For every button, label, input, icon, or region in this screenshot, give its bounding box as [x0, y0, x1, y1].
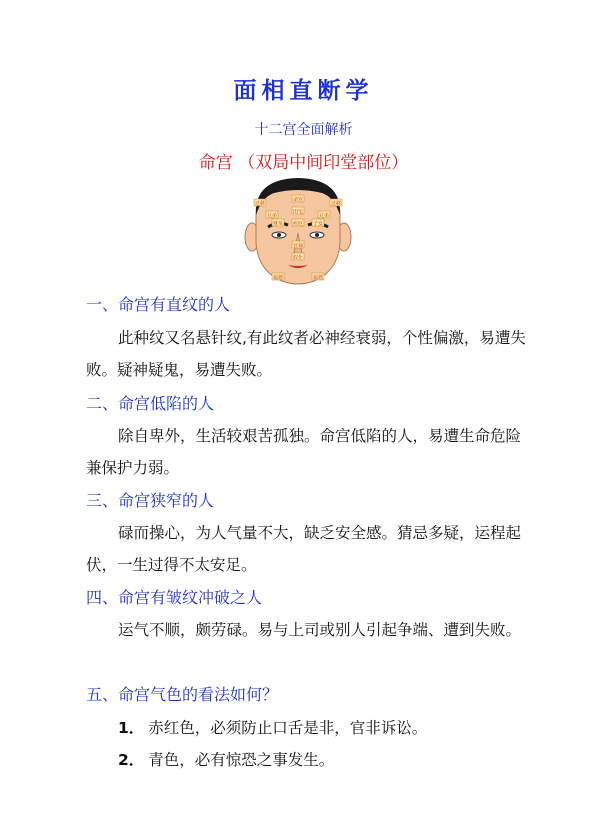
page-subtitle: 十二宫全面解析: [254, 122, 353, 138]
palace-label: 官禄: [293, 243, 304, 249]
paragraph-1: 此种纹又名悬针纹,有此纹者必神经衰弱，个性偏激，易遭失败。疑神疑鬼，易遭失败。: [86, 329, 526, 379]
palace-label: 兄弟: [319, 213, 330, 219]
list-item-number: 1．: [118, 719, 145, 737]
face-diagram-icon: [242, 175, 354, 287]
palace-label: 财帛: [273, 221, 284, 227]
palace-label: 命宫: [293, 197, 304, 203]
heading-4: 四、命宫有皱纹冲破之人: [86, 588, 263, 607]
palace-label: 福德: [273, 275, 284, 281]
heading-3: 三、命宫狭窄的人: [86, 491, 215, 510]
palace-label: 兄弟: [267, 213, 278, 219]
palace-label: 疾厄: [293, 221, 304, 227]
palace-label: 福德: [313, 275, 324, 281]
heading-2: 二、命宫低陷的人: [86, 394, 215, 413]
list-item: [118, 716, 427, 738]
list-item-text: 青色，必有惊恐之事发生。: [148, 751, 335, 769]
section-title: 命宫 （双局中间印堂部位）: [198, 153, 409, 173]
palace-label: 田宅: [293, 209, 304, 215]
palace-label: 子女: [313, 221, 324, 227]
paragraph-2: 除自卑外，生活较艰苦孤独。命宫低陷的人，易遭生命危险兼保护力弱。: [86, 427, 522, 477]
palace-label: 迁移: [255, 201, 266, 207]
paragraph-3: 碌而操心，为人气量不大，缺乏安全感。猜忌多疑，运程起伏，一生过得不太安足。: [86, 524, 522, 574]
page-title: 面相直断学: [233, 77, 374, 104]
heading-1: 一、命宫有直纹的人: [86, 295, 231, 314]
paragraph-4: 运气不顺，颇劳碌。易与上司或别人引起争端、遭到失败。: [118, 621, 522, 639]
palace-label: 迁移: [331, 201, 342, 207]
heading-5: 五、命宫气色的看法如何？: [86, 685, 279, 704]
list-item-number: 2．: [118, 751, 145, 769]
list-item: [118, 748, 334, 770]
list-item-text: 赤红色，必须防止口舌是非，官非诉讼。: [148, 719, 428, 737]
palace-label: 奴仆: [293, 255, 304, 261]
